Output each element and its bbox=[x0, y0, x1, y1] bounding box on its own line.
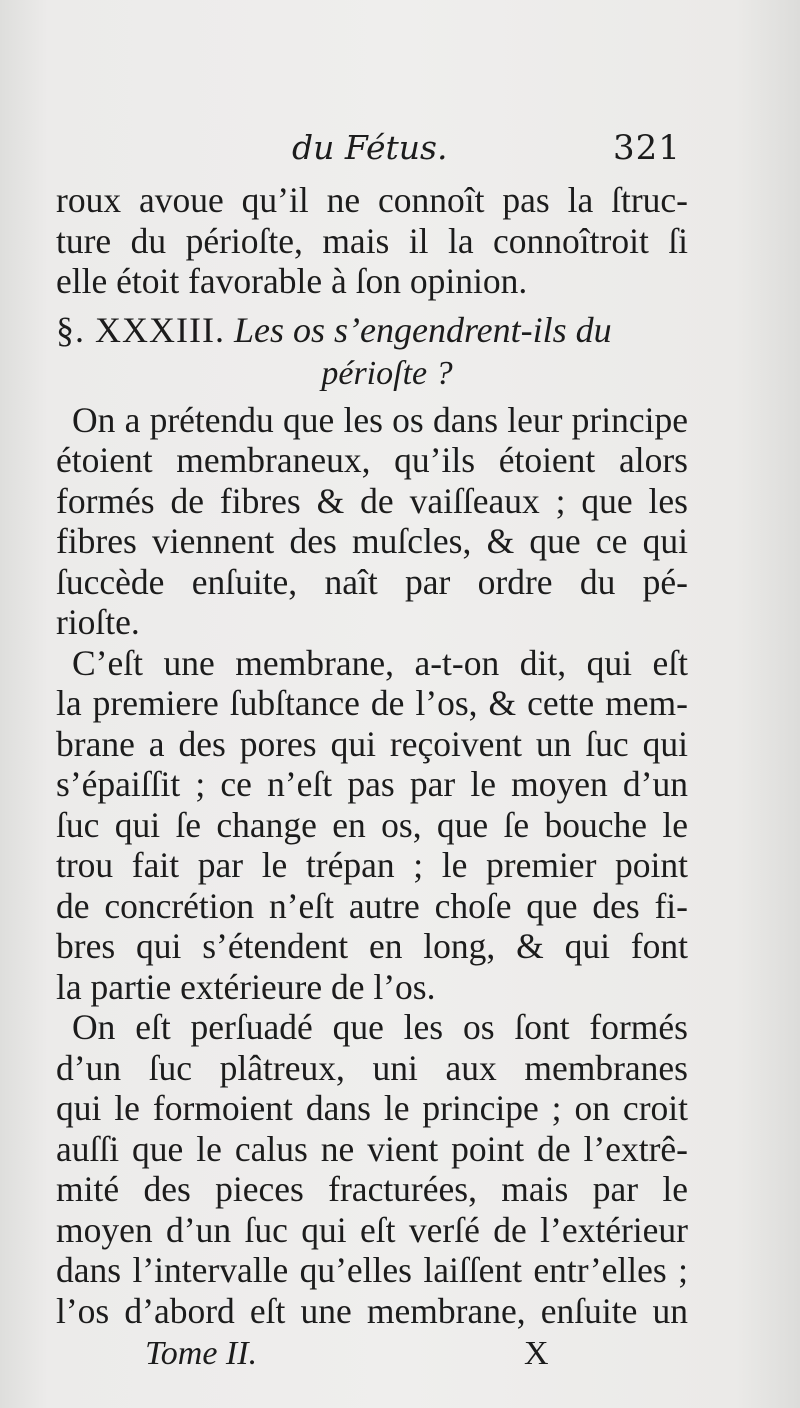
running-title: du Fétus. bbox=[292, 128, 448, 167]
volume-label: Tome II. bbox=[145, 1335, 258, 1372]
paragraph-line: On a prétendu que les os dans leur principe bbox=[72, 399, 688, 440]
paragraph-line: de concrétion n’eſt autre choſe que des fi- bbox=[56, 885, 688, 926]
paragraph-line: la partie extérieure de l’os. bbox=[56, 966, 436, 1007]
paragraph-line: auſſi que le calus ne vient point de l’extrê- bbox=[56, 1128, 688, 1169]
signature-mark: X bbox=[524, 1335, 549, 1372]
paragraph-line: brane a des pores qui reçoivent un ſuc qui bbox=[56, 723, 688, 764]
paragraph-line: s’épaiſſit ; ce n’eſt pas par le moyen d’un bbox=[56, 764, 688, 804]
page-footer bbox=[0, 1334, 800, 1380]
paragraph-line: C’eſt une membrane, a-t-on dit, qui eſt bbox=[72, 642, 688, 683]
paragraph-line: étoient membraneux, qu’ils étoient alors bbox=[56, 440, 688, 480]
text-line: roux avoue qu’il ne connoît pas la ſtruc- bbox=[56, 180, 688, 220]
paragraph-line: l’os d’abord eſt une membrane, enſuite un bbox=[56, 1290, 688, 1331]
paragraph-line: moyen d’un ſuc qui eſt verſé de l’extérieur bbox=[56, 1209, 688, 1250]
text-line: ture du périoſte, mais il la connoîtroit ſi bbox=[56, 220, 688, 261]
section-number: §. XXXIII. bbox=[56, 309, 225, 350]
page-header bbox=[0, 128, 800, 178]
paragraph-line: formés de fibres & de vaiſſeaux ; que les bbox=[56, 480, 688, 521]
paragraph-line: trou fait par le trépan ; le premier point bbox=[56, 845, 688, 885]
section-title: Les os s’engendrent-ils du bbox=[233, 309, 612, 350]
paragraph-line: dans l’intervalle qu’elles laiſſent entr’elles ; bbox=[56, 1250, 688, 1290]
paragraph-line: bres qui s’étendent en long, & qui font bbox=[56, 926, 688, 966]
paragraph-line: mité des pieces fracturées, mais par le bbox=[56, 1169, 688, 1209]
paragraph-line: fibres viennent des muſcles, & que ce qui bbox=[56, 521, 688, 561]
paragraph-line: ſuc qui ſe change en os, que ſe bouche le bbox=[56, 804, 688, 845]
paragraph-line: qui le formoient dans le principe ; on croit bbox=[56, 1088, 688, 1128]
paragraph-line: la premiere ſubſtance de l’os, & cette mem- bbox=[56, 683, 688, 723]
section-title-continued: périoſte ? bbox=[321, 354, 453, 392]
section-heading bbox=[56, 308, 688, 352]
paragraph-line: rioſte. bbox=[56, 602, 140, 642]
page-number: 321 bbox=[613, 128, 681, 168]
paragraph-line: ſuccède enſuite, naît par ordre du pé- bbox=[56, 561, 688, 602]
paragraph-line: d’un ſuc plâtreux, uni aux membranes bbox=[56, 1047, 688, 1088]
text-line: elle étoit favorable à ſon opinion. bbox=[56, 261, 528, 301]
paragraph-line: On eſt perſuadé que les os ſont formés bbox=[72, 1007, 688, 1047]
page-body bbox=[56, 180, 688, 1331]
